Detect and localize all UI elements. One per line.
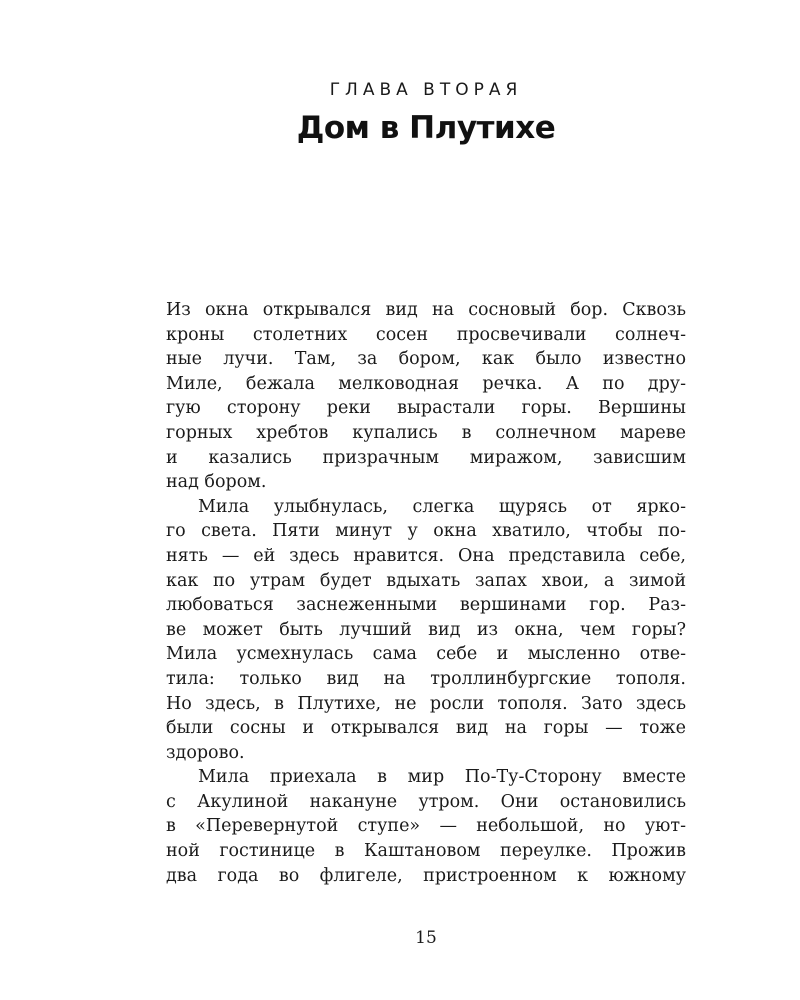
text-line: были сосны и открывался вид на горы — тоже <box>166 718 686 739</box>
text-line: Мила приехала в мир По-Ту-Сторону вместе <box>198 767 686 788</box>
text-line: и казались призрачным миражом, зависшим <box>166 447 686 468</box>
text-line: как по утрам будет вдыхать запах хвои, а зимой <box>166 570 686 591</box>
text-line: с Акулиной накануне утром. Они остановились <box>166 791 686 812</box>
text-line: го света. Пяти минут у окна хватило, чтобы по- <box>166 521 686 542</box>
text-line: ные лучи. Там, за бором, как было известно <box>166 349 686 370</box>
chapter-title: Дом в Плутихе <box>296 110 556 146</box>
text-line: Миле, бежала мелководная речка. А по дру- <box>166 373 686 394</box>
text-line: тила: только вид на троллинбургские тополя. <box>166 668 686 689</box>
text-line: Но здесь, в Плутихе, не росли тополя. Зато здесь <box>166 693 686 714</box>
text-line: Мила усмехнулась сама себе и мысленно отве- <box>166 644 686 665</box>
text-line: над бором. <box>166 472 267 493</box>
text-line: любоваться заснеженными вершинами гор. Раз- <box>166 595 686 616</box>
chapter-label: ГЛАВА ВТОРАЯ <box>329 80 523 100</box>
text-line: горных хребтов купались в солнечном мареве <box>166 422 686 443</box>
text-line: ной гостинице в Каштановом переулке. Прожив <box>166 841 686 862</box>
body-text <box>166 298 686 888</box>
text-line: здорово. <box>166 742 245 763</box>
text-line: Из окна открывался вид на сосновый бор. Сквозь <box>166 300 686 320</box>
text-line: в «Перевернутой ступе» — небольшой, но уют- <box>166 816 686 837</box>
text-line: нять — ей здесь нравится. Она представила себе, <box>166 545 686 566</box>
text-line: ве может быть лучший вид из окна, чем горы? <box>166 619 686 640</box>
text-line: кроны столетних сосен просвечивали солнеч- <box>166 324 686 345</box>
text-line: два года во флигеле, пристроенном к южному <box>166 865 686 886</box>
page-number: 15 <box>415 928 437 948</box>
text-line: гую сторону реки вырастали горы. Вершины <box>166 398 686 419</box>
text-line: Мила улыбнулась, слегка щурясь от ярко- <box>198 496 686 517</box>
